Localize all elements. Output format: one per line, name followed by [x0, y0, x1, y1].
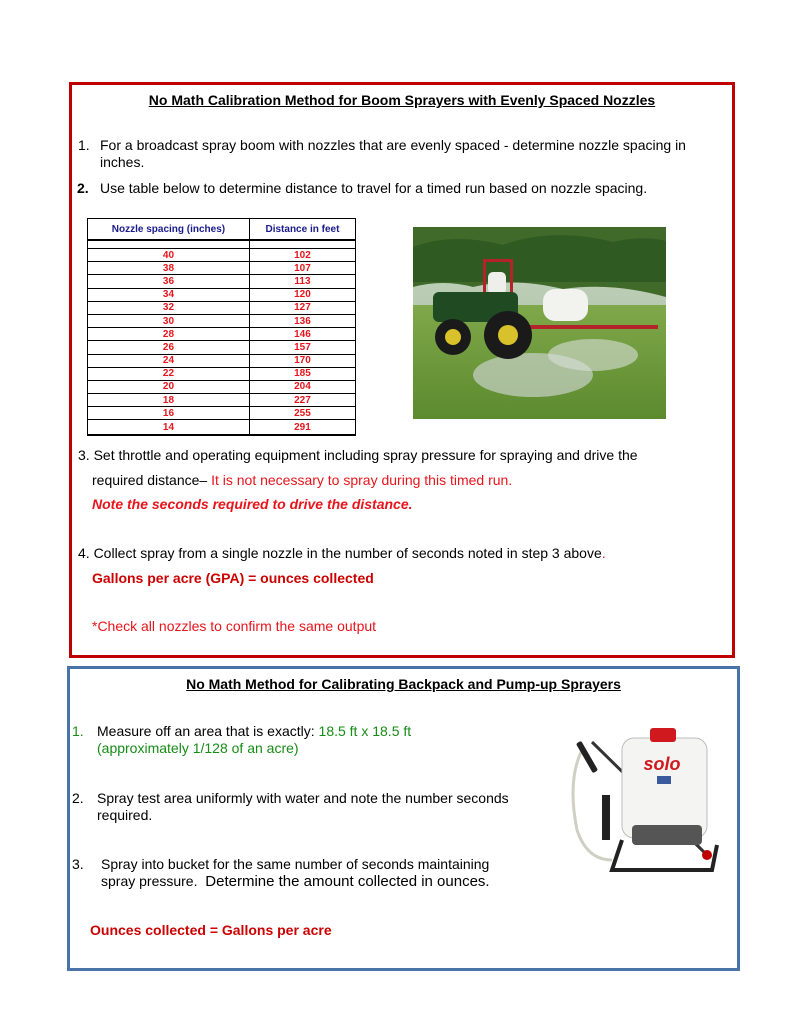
b-step1-approx: (approximately 1/128 of an acre) — [97, 740, 299, 756]
step3-required-distance: required distance– — [92, 472, 208, 488]
distance-cell: 227 — [249, 394, 355, 407]
b-step1-number: 1. — [72, 723, 84, 739]
nozzle-spacing-cell: 24 — [88, 354, 250, 367]
solo-brand-text: solo — [643, 754, 681, 774]
nozzle-spacing-cell: 38 — [88, 262, 250, 275]
table-row — [88, 275, 356, 288]
ounces-formula: Ounces collected = Gallons per acre — [90, 922, 332, 938]
distance-cell: 204 — [249, 380, 355, 393]
nozzle-spacing-cell: 28 — [88, 328, 250, 341]
b-step3-number: 3. — [72, 856, 84, 872]
step4-line — [78, 545, 728, 562]
step4-text: 4. Collect spray from a single nozzle in the number of seconds noted in step 3 above — [78, 545, 602, 561]
b-step3-text-c: Determine the amount collected in ounces. — [205, 873, 490, 890]
step4-period: . — [601, 545, 606, 561]
b-step2-text-b: required. — [97, 807, 153, 823]
table-row — [88, 420, 356, 436]
table-row — [88, 301, 356, 314]
step2-number: 2. — [77, 180, 89, 196]
table-row — [88, 262, 356, 275]
nozzle-spacing-cell: 34 — [88, 288, 250, 301]
backpack-sprayer-image — [562, 720, 734, 880]
b-step2-text-a: Spray test area uniformly with water and note the number seconds — [97, 790, 509, 806]
distance-cell: 291 — [249, 420, 355, 436]
nozzle-spacing-cell: 20 — [88, 380, 250, 393]
step1-text: For a broadcast spray boom with nozzles that are evenly spaced - determine nozzle spacing in inches. — [100, 137, 686, 170]
distance-cell: 113 — [249, 275, 355, 288]
step2-text: Use table below to determine distance to travel for a timed run based on nozzle spacing. — [100, 180, 648, 196]
table-header-spacing: Nozzle spacing (inches) — [88, 219, 250, 241]
nozzle-spacing-cell: 16 — [88, 407, 250, 420]
table-row — [88, 288, 356, 301]
step3-seconds-note: Note the seconds required to drive the distance. — [92, 496, 413, 512]
nozzle-spacing-cell: 22 — [88, 367, 250, 380]
nozzle-spacing-cell: 18 — [88, 394, 250, 407]
nozzle-spacing-cell: 40 — [88, 249, 250, 262]
backpack-section-heading: No Math Method for Calibrating Backpack and Pump-up Sprayers — [186, 676, 621, 692]
table-row — [88, 394, 356, 407]
tractor-sprayer-photo — [413, 227, 666, 419]
distance-cell: 146 — [249, 328, 355, 341]
table-row — [88, 314, 356, 327]
b-step1-line — [97, 723, 537, 740]
step1-number: 1. — [78, 137, 90, 153]
table-row — [88, 249, 356, 262]
boom-section-heading: No Math Calibration Method for Boom Sprayers with Evenly Spaced Nozzles — [148, 92, 656, 108]
step3-text: 3. Set throttle and operating equipment including spray pressure for spraying and drive the — [78, 447, 638, 463]
check-nozzles-note: *Check all nozzles to confirm the same output — [92, 618, 377, 634]
table-row — [88, 354, 356, 367]
nozzle-spacing-cell: 14 — [88, 420, 250, 436]
distance-cell: 127 — [249, 301, 355, 314]
nozzle-spacing-cell: 36 — [88, 275, 250, 288]
b-step1-dimensions: 18.5 ft x 18.5 ft — [318, 723, 412, 739]
distance-cell: 107 — [249, 262, 355, 275]
distance-cell: 136 — [249, 314, 355, 327]
distance-cell: 185 — [249, 367, 355, 380]
b-step3-text-a: Spray into bucket for the same number of seconds maintaining — [101, 856, 490, 872]
b-step3-line2 — [101, 873, 541, 890]
gpa-formula: Gallons per acre (GPA) = ounces collected — [92, 570, 374, 586]
nozzle-spacing-cell: 30 — [88, 314, 250, 327]
distance-cell: 102 — [249, 249, 355, 262]
step3-line2 — [92, 472, 732, 489]
nozzle-distance-table — [87, 218, 356, 436]
table-row — [88, 380, 356, 393]
distance-cell: 157 — [249, 341, 355, 354]
distance-cell: 120 — [249, 288, 355, 301]
table-row — [88, 328, 356, 341]
nozzle-spacing-cell: 26 — [88, 341, 250, 354]
distance-cell: 255 — [249, 407, 355, 420]
table-row — [88, 341, 356, 354]
b-step1-text: Measure off an area that is exactly: — [97, 723, 315, 739]
b-step3-text-b: spray pressure. — [101, 873, 198, 889]
table-header-distance: Distance in feet — [249, 219, 355, 241]
table-row — [88, 367, 356, 380]
nozzle-spacing-cell: 32 — [88, 301, 250, 314]
step3-red-note: It is not necessary to spray during this timed run. — [207, 472, 513, 488]
b-step2-number: 2. — [72, 790, 84, 806]
distance-cell: 170 — [249, 354, 355, 367]
table-row — [88, 407, 356, 420]
